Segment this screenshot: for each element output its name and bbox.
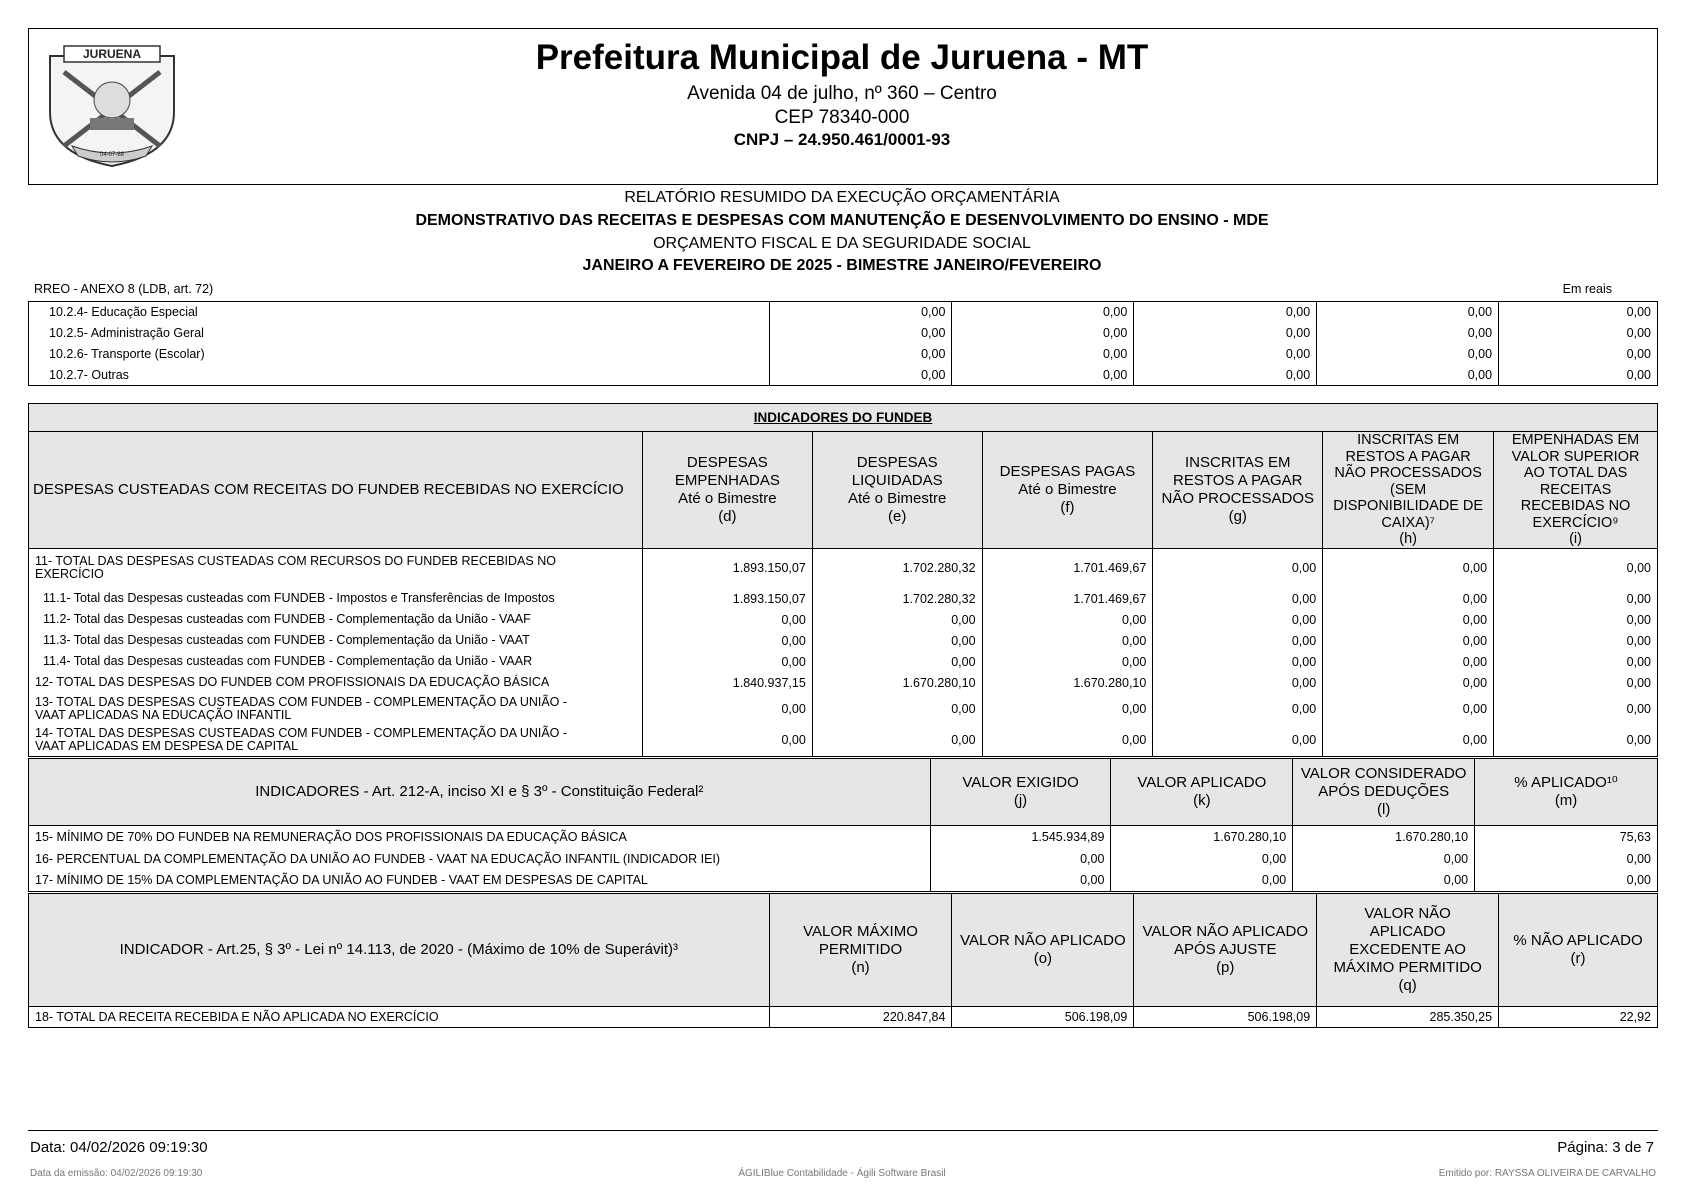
table-row xyxy=(29,848,1658,870)
row-value: 0,00 xyxy=(1494,693,1658,725)
row-value: 0,00 xyxy=(1494,672,1658,693)
fundeb-col-header-line: AO TOTAL DAS xyxy=(1523,465,1628,481)
fundeb-col-header-line: (i) xyxy=(1569,531,1582,547)
row-value: 0,00 xyxy=(1323,725,1494,756)
footer-emission-date: Data da emissão: 04/02/2026 09:19:30 xyxy=(30,1168,203,1179)
row-value: 0,00 xyxy=(642,630,812,651)
row-value: 1.545.934,89 xyxy=(930,826,1111,848)
row-value: 0,00 xyxy=(982,630,1153,651)
row-value: 1.670.280,10 xyxy=(1111,826,1293,848)
row-value: 1.702.280,32 xyxy=(812,548,982,588)
row-value: 0,00 xyxy=(1153,651,1323,672)
indicator-col-header-line: VALOR EXIGIDO xyxy=(962,774,1079,791)
row-label-line: 11.1- Total das Despesas custeadas com FUNDEB - Impostos e Transferências de Impostos xyxy=(43,591,555,605)
row-value: 0,00 xyxy=(769,344,952,365)
fundeb-col-header-line: RESTOS A PAGAR xyxy=(1345,448,1471,465)
row-value: 0,00 xyxy=(1499,365,1658,386)
table-row xyxy=(29,672,1658,693)
superavit-col-header xyxy=(952,894,1134,1007)
row-label xyxy=(29,609,643,630)
table-row xyxy=(29,630,1658,651)
fundeb-col-header-line: Até o Bimestre xyxy=(678,489,777,507)
row-value: 220.847,84 xyxy=(769,1007,952,1028)
footer-page-number: Página: 3 de 7 xyxy=(1557,1139,1654,1156)
fundeb-col-header-line: (d) xyxy=(718,507,737,525)
row-label-line: 11.2- Total das Despesas custeadas com FUNDEB - Complementação da União - VAAF xyxy=(43,612,531,626)
superavit-col-header-line: VALOR MÁXIMO xyxy=(803,923,918,940)
footer-date: Data: 04/02/2026 09:19:30 xyxy=(30,1139,208,1156)
fundeb-col-header xyxy=(1494,432,1658,549)
row-value: 506.198,09 xyxy=(952,1007,1134,1028)
annex-label: RREO - ANEXO 8 (LDB, art. 72) xyxy=(34,282,214,296)
row-value: 0,00 xyxy=(642,725,812,756)
row-value: 0,00 xyxy=(1134,365,1317,386)
fundeb-col-header-line: Até o Bimestre xyxy=(847,489,947,507)
row-value: 0,00 xyxy=(1323,548,1494,588)
row-value: 0,00 xyxy=(1494,725,1658,756)
row-label: 10.2.5- Administração Geral xyxy=(49,326,204,340)
indicator-col-header-line: % APLICADO¹⁰ xyxy=(1514,774,1618,791)
row-value: 0,00 xyxy=(982,651,1153,672)
row-value: 0,00 xyxy=(1494,609,1658,630)
fundeb-col-header-line: (f) xyxy=(1060,498,1075,516)
row-value: 0,00 xyxy=(1153,630,1323,651)
indicator-col-header-line: (j) xyxy=(1013,792,1028,809)
fundeb-col-header-line: VALOR SUPERIOR xyxy=(1511,448,1640,465)
fundeb-indicators-table xyxy=(28,403,1658,757)
art212a-indicators-table xyxy=(28,758,1658,892)
fundeb-col-header-line: INSCRITAS EM xyxy=(1357,432,1460,448)
indicator-col-header-line: VALOR APLICADO xyxy=(1137,774,1267,791)
row-label-line: 12- TOTAL DAS DESPESAS DO FUNDEB COM PROFISSIONAIS DA EDUCAÇÃO BÁSICA xyxy=(35,675,550,689)
table-row xyxy=(29,870,1658,892)
report-title-3: ORÇAMENTO FISCAL E DA SEGURIDADE SOCIAL xyxy=(653,235,1031,252)
row-value: 0,00 xyxy=(1494,651,1658,672)
superavit-col-header xyxy=(1134,894,1317,1007)
row-value: 0,00 xyxy=(1153,609,1323,630)
row-value: 0,00 xyxy=(1317,344,1499,365)
footer-software: ÁGILIBlue Contabilidade - Ágili Software Brasil xyxy=(738,1168,946,1179)
row-value: 0,00 xyxy=(1153,548,1323,588)
row-value: 0,00 xyxy=(642,651,812,672)
row-label-line: 11.3- Total das Despesas custeadas com FUNDEB - Complementação da União - VAAT xyxy=(43,633,530,647)
row-value: 285.350,25 xyxy=(1317,1007,1499,1028)
fundeb-col-header-line: EXERCÍCIO⁹ xyxy=(1532,514,1619,531)
row-label xyxy=(29,548,643,588)
row-label-line: 14- TOTAL DAS DESPESAS CUSTEADAS COM FUNDEB - COMPLEMENTAÇÃO DA UNIÃO - xyxy=(35,726,568,741)
row-value: 0,00 xyxy=(952,365,1134,386)
row-value: 0,00 xyxy=(952,344,1134,365)
indicator-col-header xyxy=(1111,759,1293,826)
fundeb-col-header-line: (h) xyxy=(1399,531,1418,547)
row-label: 16- PERCENTUAL DA COMPLEMENTAÇÃO DA UNIÃO AO FUNDEB - VAAT NA EDUCAÇÃO INFANTIL (INDICADOR IEI) xyxy=(35,851,721,866)
superavit-col-header-line: APLICADO xyxy=(1369,923,1446,940)
row-label-line: EXERCÍCIO xyxy=(35,567,104,582)
fundeb-col-header-line: RECEITAS xyxy=(1539,481,1612,498)
fundeb-col-header-line: NÃO PROCESSADOS xyxy=(1334,465,1482,481)
row-value: 0,00 xyxy=(930,848,1111,870)
fundeb-col-header-line: CAIXA)⁷ xyxy=(1381,514,1435,531)
address-line: Avenida 04 de julho, nº 360 – Centro xyxy=(687,83,997,104)
indicator-col-header-line: (l) xyxy=(1377,801,1391,818)
row-value: 0,00 xyxy=(769,323,952,344)
cnpj-line: CNPJ – 24.950.461/0001-93 xyxy=(733,130,951,149)
footer-issuer: Emitido por: RAYSSA OLIVEIRA DE CARVALHO xyxy=(1438,1168,1656,1179)
row-value: 0,00 xyxy=(952,302,1134,323)
fundeb-col-header-line: (e) xyxy=(888,507,907,525)
row-value: 1.893.150,07 xyxy=(642,588,812,609)
indicator-col-header-line: (m) xyxy=(1554,792,1578,809)
row-value: 0,00 xyxy=(1134,344,1317,365)
art212a-header: INDICADORES - Art. 212-A, inciso XI e § 3º - Constituição Federal² xyxy=(255,783,704,800)
superavit-col-header-line: APÓS AJUSTE xyxy=(1173,941,1277,958)
row-value: 0,00 xyxy=(1153,672,1323,693)
row-value: 0,00 xyxy=(769,302,952,323)
fundeb-section-title: INDICADORES DO FUNDEB xyxy=(29,404,1658,432)
row-label-line: VAAT APLICADAS NA EDUCAÇÃO INFANTIL xyxy=(35,708,292,722)
fundeb-col-header-line: RESTOS A PAGAR xyxy=(1173,471,1303,489)
row-value: 0,00 xyxy=(1111,848,1293,870)
fundeb-col-header-line: DESPESAS PAGAS xyxy=(999,462,1136,480)
report-title-1: RELATÓRIO RESUMIDO DA EXECUÇÃO ORÇAMENTÁRIA xyxy=(624,189,1060,206)
row-value: 1.893.150,07 xyxy=(642,548,812,588)
row-label: 18- TOTAL DA RECEITA RECEBIDA E NÃO APLICADA NO EXERCÍCIO xyxy=(35,1010,439,1024)
indicator-col-header xyxy=(930,759,1111,826)
row-value: 0,00 xyxy=(642,609,812,630)
superavit-col-header-line: VALOR NÃO xyxy=(1364,905,1451,922)
fundeb-col-header-line: DESPESAS xyxy=(686,453,768,471)
row-label xyxy=(29,693,643,725)
indicator-col-header-line: APÓS DEDUÇÕES xyxy=(1318,783,1450,800)
row-label xyxy=(29,651,643,672)
row-value: 0,00 xyxy=(812,693,982,725)
row-label-line: 11.4- Total das Despesas custeadas com FUNDEB - Complementação da União - VAAR xyxy=(43,654,533,668)
row-value: 1.702.280,32 xyxy=(812,588,982,609)
superavit-col-header-line: (p) xyxy=(1216,959,1235,976)
table-row xyxy=(29,588,1658,609)
row-value: 0,00 xyxy=(1323,693,1494,725)
superavit-indicator-table xyxy=(28,893,1658,1028)
row-label xyxy=(29,588,643,609)
row-value: 0,00 xyxy=(1134,302,1317,323)
row-value: 0,00 xyxy=(812,630,982,651)
superavit-col-header xyxy=(769,894,952,1007)
superavit-col-header-line: PERMITIDO xyxy=(818,941,903,958)
row-value: 0,00 xyxy=(1494,630,1658,651)
table-row xyxy=(29,323,1658,344)
row-label: 10.2.7- Outras xyxy=(49,367,129,382)
row-value: 0,00 xyxy=(642,693,812,725)
row-value: 0,00 xyxy=(982,609,1153,630)
fundeb-col-header-line: LIQUIDADAS xyxy=(851,471,943,489)
fundeb-col-header-line: DISPONIBILIDADE DE xyxy=(1333,498,1484,514)
row-value: 0,00 xyxy=(952,323,1134,344)
row-value: 0,00 xyxy=(812,725,982,756)
superavit-header: INDICADOR - Art.25, § 3º - Lei nº 14.113, de 2020 - (Máximo de 10% de Superávit)³ xyxy=(119,941,678,958)
logo-name-text: JURUENA xyxy=(82,47,142,61)
table-row xyxy=(29,302,1658,323)
row-value: 0,00 xyxy=(1494,548,1658,588)
superavit-col-header-line: % NÃO APLICADO xyxy=(1513,932,1643,949)
row-value: 1.701.469,67 xyxy=(982,588,1153,609)
fundeb-col-header xyxy=(812,432,982,549)
indicator-col-header xyxy=(1475,759,1658,826)
row-label xyxy=(29,725,643,756)
fundeb-col-header-line: EMPENHADAS EM xyxy=(1511,432,1640,448)
logo-date-text: 04-07-88 xyxy=(99,152,125,158)
row-value: 0,00 xyxy=(982,725,1153,756)
row-value: 0,00 xyxy=(1323,672,1494,693)
row-value: 0,00 xyxy=(1317,365,1499,386)
row-value: 1.670.280,10 xyxy=(812,672,982,693)
row-value: 0,00 xyxy=(1323,651,1494,672)
row-value: 0,00 xyxy=(812,651,982,672)
indicator-col-header-line: VALOR CONSIDERADO xyxy=(1300,765,1467,782)
table-row xyxy=(29,609,1658,630)
row-value: 0,00 xyxy=(1317,302,1499,323)
fundeb-col-header-line: DESPESAS xyxy=(856,453,938,471)
fundeb-col-header xyxy=(642,432,812,549)
mde-expenses-table xyxy=(28,301,1658,386)
fundeb-col-header xyxy=(982,432,1153,549)
fundeb-col-header xyxy=(1153,432,1323,549)
row-value: 0,00 xyxy=(930,870,1111,892)
fundeb-col-description: DESPESAS CUSTEADAS COM RECEITAS DO FUNDEB RECEBIDAS NO EXERCÍCIO xyxy=(33,480,624,498)
row-value: 0,00 xyxy=(1494,588,1658,609)
row-value: 0,00 xyxy=(812,609,982,630)
row-value: 0,00 xyxy=(1499,344,1658,365)
fundeb-col-header-line: (g) xyxy=(1228,507,1247,525)
row-label-line: 11- TOTAL DAS DESPESAS CUSTEADAS COM RECURSOS DO FUNDEB RECEBIDAS NO xyxy=(35,554,556,569)
table-row xyxy=(29,826,1658,848)
row-value: 0,00 xyxy=(1317,323,1499,344)
row-value: 1.701.469,67 xyxy=(982,548,1153,588)
superavit-col-header-line: (o) xyxy=(1033,950,1053,967)
row-value: 0,00 xyxy=(1293,870,1475,892)
row-value: 0,00 xyxy=(1153,588,1323,609)
table-row xyxy=(29,365,1658,386)
row-value: 0,00 xyxy=(1499,323,1658,344)
row-value: 0,00 xyxy=(1475,870,1658,892)
row-value: 0,00 xyxy=(1323,588,1494,609)
fundeb-col-header-line: RECEBIDAS NO xyxy=(1520,498,1631,514)
row-value: 0,00 xyxy=(1293,848,1475,870)
cep-line: CEP 78340-000 xyxy=(774,107,910,128)
table-row xyxy=(29,693,1658,725)
indicator-col-header-line: (k) xyxy=(1193,792,1211,809)
row-value: 1.840.937,15 xyxy=(642,672,812,693)
row-value: 22,92 xyxy=(1499,1007,1658,1028)
superavit-col-header xyxy=(1317,894,1499,1007)
superavit-col-header-line: (n) xyxy=(851,959,870,976)
report-period: JANEIRO A FEVEREIRO DE 2025 - BIMESTRE JANEIRO/FEVEREIRO xyxy=(582,257,1102,274)
row-label: 10.2.6- Transporte (Escolar) xyxy=(49,347,205,361)
fundeb-col-header-line: INSCRITAS EM xyxy=(1184,453,1291,471)
row-value: 0,00 xyxy=(1323,609,1494,630)
superavit-col-header-line: VALOR NÃO APLICADO xyxy=(960,932,1126,949)
row-value: 0,00 xyxy=(1111,870,1293,892)
fundeb-col-header-line: (SEM xyxy=(1390,481,1427,498)
row-label xyxy=(29,630,643,651)
superavit-col-header-line: EXCEDENTE AO xyxy=(1349,941,1466,958)
row-label-line: VAAT APLICADAS EM DESPESA DE CAPITAL xyxy=(35,739,299,754)
superavit-col-header-line: (q) xyxy=(1398,977,1417,994)
row-value: 0,00 xyxy=(1153,693,1323,725)
row-value: 1.670.280,10 xyxy=(982,672,1153,693)
row-value: 0,00 xyxy=(1134,323,1317,344)
row-value: 506.198,09 xyxy=(1134,1007,1317,1028)
fundeb-col-header-line: Até o Bimestre xyxy=(1018,480,1117,498)
row-value: 0,00 xyxy=(1499,302,1658,323)
table-row xyxy=(29,651,1658,672)
superavit-col-header-line: VALOR NÃO APLICADO xyxy=(1142,923,1309,940)
row-label: 10.2.4- Educação Especial xyxy=(49,305,198,320)
row-value: 0,00 xyxy=(982,693,1153,725)
row-value: 0,00 xyxy=(1475,848,1658,870)
fundeb-col-header-line: NÃO PROCESSADOS xyxy=(1161,489,1315,507)
row-label-line: 13- TOTAL DAS DESPESAS CUSTEADAS COM FUNDEB - COMPLEMENTAÇÃO DA UNIÃO - xyxy=(35,695,568,709)
table-row xyxy=(29,725,1658,756)
fundeb-col-header-line: EMPENHADAS xyxy=(674,471,780,489)
superavit-col-header-line: MÁXIMO PERMITIDO xyxy=(1333,959,1482,976)
row-label xyxy=(29,672,643,693)
report-title-2: DEMONSTRATIVO DAS RECEITAS E DESPESAS COM MANUTENÇÃO E DESENVOLVIMENTO DO ENSINO - MDE xyxy=(415,212,1269,229)
row-value: 0,00 xyxy=(1323,630,1494,651)
row-value: 75,63 xyxy=(1475,826,1658,848)
row-label: 17- MÍNIMO DE 15% DA COMPLEMENTAÇÃO DA UNIÃO AO FUNDEB - VAAT EM DESPESAS DE CAPITAL xyxy=(35,873,648,888)
superavit-col-header-line: (r) xyxy=(1570,950,1586,967)
fundeb-col-header xyxy=(1323,432,1494,549)
indicator-col-header xyxy=(1293,759,1475,826)
row-value: 1.670.280,10 xyxy=(1293,826,1475,848)
page-title: Prefeitura Municipal de Juruena - MT xyxy=(535,38,1149,77)
row-value: 0,00 xyxy=(1153,725,1323,756)
table-row xyxy=(29,1007,1658,1028)
row-label: 15- MÍNIMO DE 70% DO FUNDEB NA REMUNERAÇÃO DOS PROFISSIONAIS DA EDUCAÇÃO BÁSICA xyxy=(35,829,627,844)
superavit-col-header xyxy=(1499,894,1658,1007)
table-row xyxy=(29,344,1658,365)
unit-label: Em reais xyxy=(1562,282,1612,296)
table-row xyxy=(29,548,1658,588)
row-value: 0,00 xyxy=(769,365,952,386)
footer-divider xyxy=(28,1130,1658,1131)
